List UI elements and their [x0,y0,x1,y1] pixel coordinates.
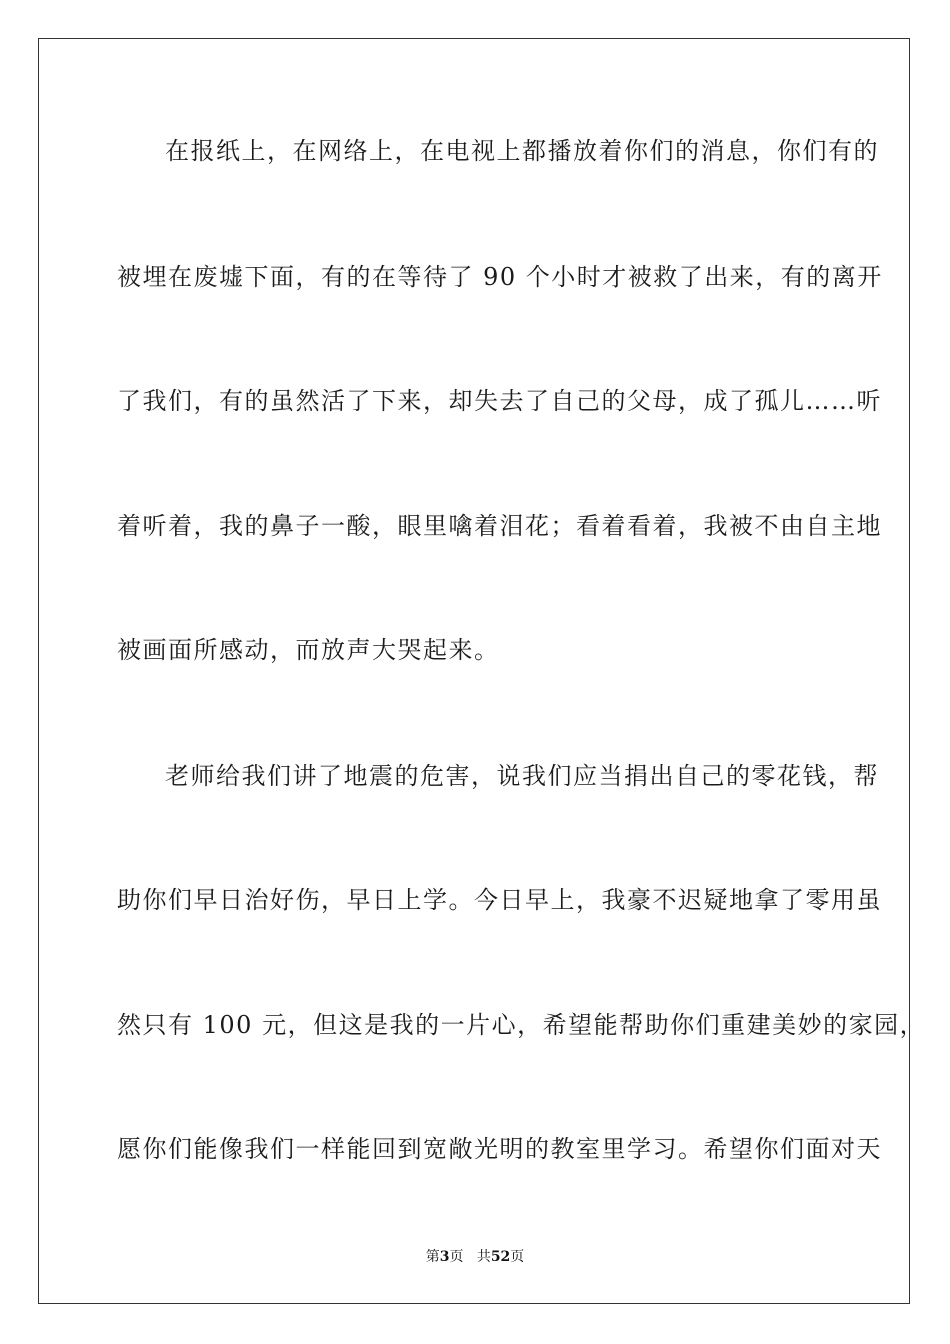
text-line-1: 在报纸上，在网络上，在电视上都播放着你们的消息，你们有的 [165,137,879,165]
page-footer [0,1248,950,1266]
text-line-4: 着听着，我的鼻子一酸，眼里噙着泪花；看着看着，我被不由自主地 [117,512,882,540]
footer-page-prefix: 第 [425,1249,440,1265]
footer-total-pages: 52 [490,1249,511,1265]
text-line-2: 被埋在废墟下面，有的在等待了 90 个小时才被救了出来，有的离开 [117,263,883,291]
page-border [38,38,926,1304]
footer-page-number: 3 [439,1249,450,1265]
footer-page-suffix: 页 [449,1249,464,1265]
text-line-6: 老师给我们讲了地震的危害，说我们应当捐出自己的零花钱，帮 [165,762,879,790]
text-line-9: 愿你们能像我们一样能回到宽敞光明的教室里学习。希望你们面对天 [117,1135,882,1163]
text-line-5: 被画面所感动，而放声大哭起来。 [117,636,500,664]
text-line-7: 助你们早日治好伤，早日上学。今日早上，我豪不迟疑地拿了零用虽 [117,886,882,914]
text-line-8: 然只有 100 元，但这是我的一片心，希望能帮助你们重建美妙的家园， [117,1011,926,1039]
footer-total-suffix: 页 [510,1249,525,1265]
footer-total-prefix: 共 [476,1249,491,1265]
text-line-3: 了我们，有的虽然活了下来，却失去了自己的父母，成了孤儿……听 [117,387,882,415]
